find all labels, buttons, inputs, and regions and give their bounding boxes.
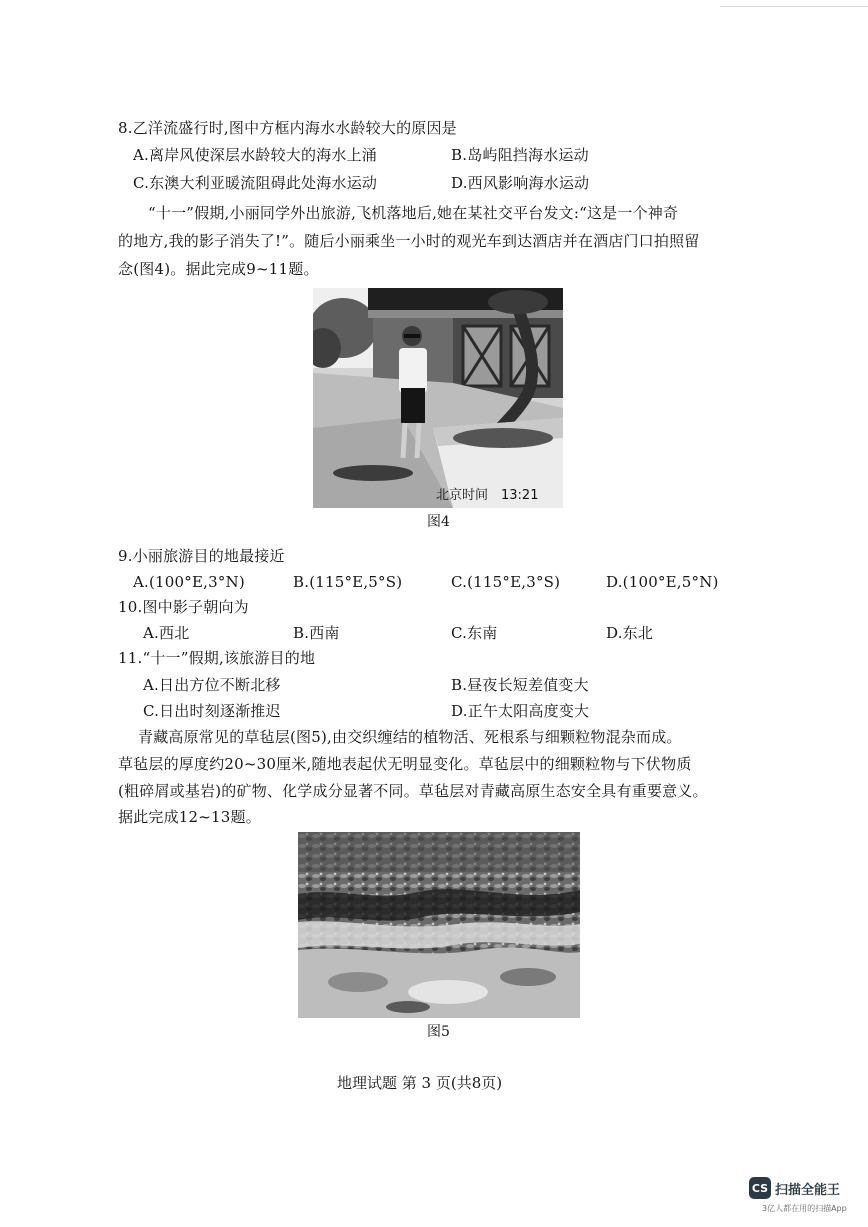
q10-option-a: A.西北 (143, 624, 190, 642)
q10-option-b: B.西南 (293, 624, 340, 642)
q8-option-b: B.岛屿阻挡海水运动 (451, 146, 589, 164)
scan-top-edge (720, 6, 868, 7)
q8-option-d: D.西风影响海水运动 (451, 174, 590, 192)
passage1-line1: “十一”假期,小丽同学外出旅游,飞机落地后,她在某社交平台发文:“这是一个神奇 (148, 204, 679, 222)
scanner-watermark (749, 1177, 840, 1199)
watermark-brand: 扫描全能王 (775, 1182, 841, 1198)
figure4-caption: 图4 (427, 514, 450, 530)
q9-option-b: B.(115°E,5°S) (293, 573, 403, 591)
camscanner-logo-icon: CS (749, 1177, 771, 1199)
q8-option-a: A.离岸风使深层水龄较大的海水上涌 (133, 146, 378, 164)
figure5-caption: 图5 (427, 1024, 450, 1040)
passage2-line3: (粗碎屑或基岩)的矿物、化学成分显著不同。草毡层对青藏高原生态安全具有重要意义。 (118, 782, 708, 800)
hotel-entrance-photo (313, 288, 563, 508)
passage2-line1: 青藏高原常见的草毡层(图5),由交织缠结的植物活、死根系与细颗粒物混杂而成。 (138, 728, 682, 746)
figure4-photo (313, 288, 563, 508)
q8-stem: 8.乙洋流盛行时,图中方框内海水水龄较大的原因是 (118, 119, 457, 137)
q10-option-c: C.东南 (451, 624, 498, 642)
q9-option-d: D.(100°E,5°N) (606, 573, 719, 591)
q9-option-c: C.(115°E,3°S) (451, 573, 561, 591)
q11-stem: 11.“十一”假期,该旅游目的地 (118, 649, 316, 667)
q11-option-b: B.昼夜长短差值变大 (451, 676, 589, 694)
q10-option-d: D.东北 (606, 624, 654, 642)
sod-layer-photo (298, 832, 580, 1018)
q11-option-a: A.日出方位不断北移 (143, 676, 281, 694)
passage1-line2: 的地方,我的影子消失了!”。随后小丽乘坐一小时的观光车到达酒店并在酒店门口拍照留 (118, 232, 700, 250)
passage2-line2: 草毡层的厚度约20~30厘米,随地表起伏无明显变化。草毡层中的细颗粒物与下伏物质 (118, 755, 692, 773)
q9-option-a: A.(100°E,3°N) (133, 573, 245, 591)
page-footer: 地理试题 第 3 页(共8页) (337, 1074, 503, 1092)
passage1-line3: 念(图4)。据此完成9~11题。 (118, 260, 319, 278)
watermark-tagline: 3亿人都在用的扫描App (762, 1204, 847, 1213)
q9-stem: 9.小丽旅游目的地最接近 (118, 547, 285, 565)
q10-stem: 10.图中影子朝向为 (118, 598, 249, 616)
q11-option-c: C.日出时刻逐渐推迟 (143, 702, 281, 720)
q8-option-c: C.东澳大利亚暖流阻碍此处海水运动 (133, 174, 378, 192)
passage2-line4: 据此完成12~13题。 (118, 808, 261, 826)
figure5-photo (298, 832, 580, 1018)
photo-timestamp: 北京时间 13:21 (436, 488, 539, 503)
q11-option-d: D.正午太阳高度变大 (451, 702, 590, 720)
